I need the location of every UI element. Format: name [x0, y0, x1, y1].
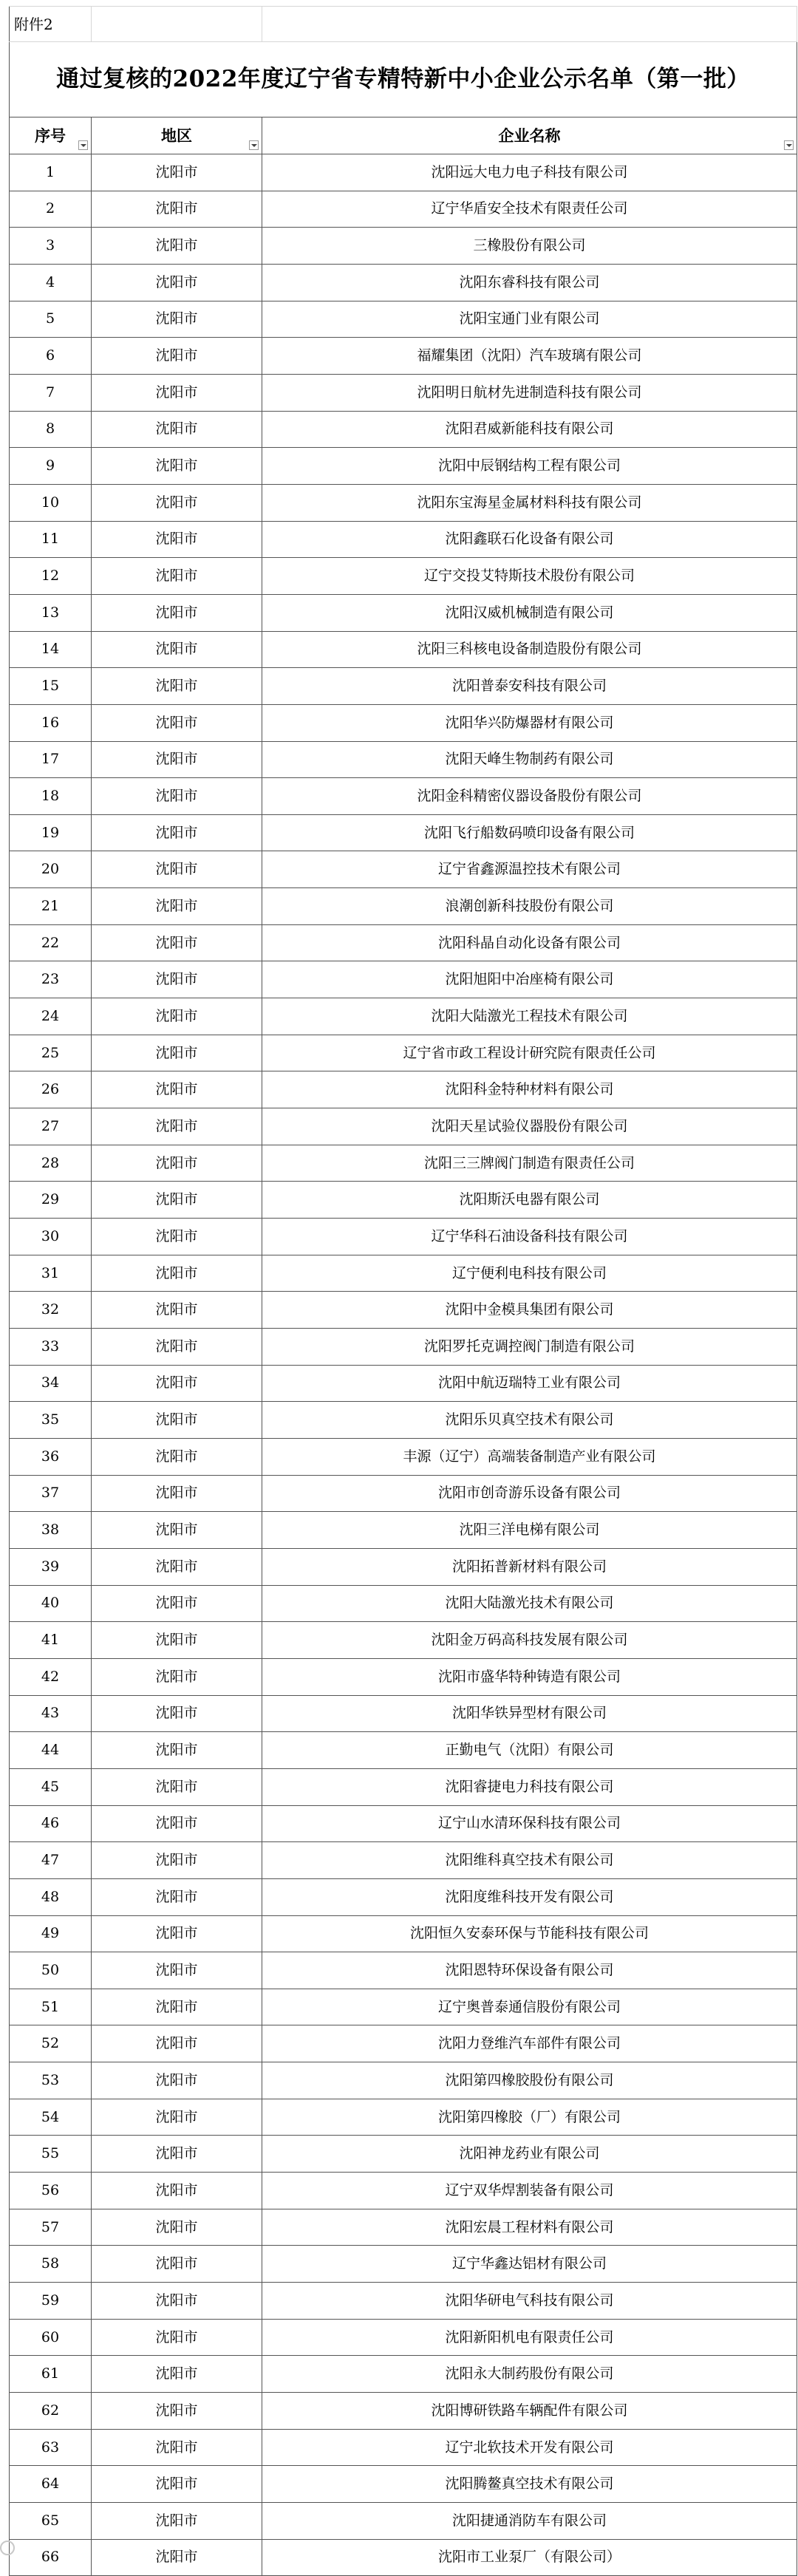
cell-region: 沈阳市: [92, 1145, 262, 1182]
company-list-table: [9, 6, 797, 2576]
cell-region: 沈阳市: [92, 814, 262, 851]
watermark: [0, 2541, 103, 2560]
cell-company-name: 沈阳中辰钢结构工程有限公司: [262, 448, 797, 485]
cell-region: 沈阳市: [92, 1878, 262, 1915]
cell-region: 沈阳市: [92, 961, 262, 998]
cell-region: 沈阳市: [92, 668, 262, 705]
cell-no: 38: [10, 1512, 92, 1549]
cell-region: 沈阳市: [92, 2466, 262, 2503]
cell-company-name: 沈阳大陆激光工程技术有限公司: [262, 998, 797, 1035]
cell-region: 沈阳市: [92, 1842, 262, 1879]
filter-dropdown-icon[interactable]: [784, 140, 794, 150]
cell-region: 沈阳市: [92, 1292, 262, 1329]
table-row: [10, 1989, 797, 2025]
cell-no: 55: [10, 2136, 92, 2173]
table-row: [10, 558, 797, 595]
table-row: [10, 2136, 797, 2173]
cell-no: 21: [10, 888, 92, 925]
cell-region: 沈阳市: [92, 1182, 262, 1219]
cell-region: 沈阳市: [92, 2539, 262, 2576]
cell-no: 43: [10, 1695, 92, 1732]
cell-no: 3: [10, 228, 92, 265]
cell-company-name: 沈阳市盛华特种铸造有限公司: [262, 1658, 797, 1695]
table-row: [10, 1952, 797, 1989]
cell-no: 12: [10, 558, 92, 595]
cell-no: 57: [10, 2209, 92, 2246]
cell-no: 34: [10, 1365, 92, 1402]
cell-region: 沈阳市: [92, 338, 262, 375]
table-row: [10, 448, 797, 485]
table-row: [10, 2429, 797, 2466]
table-row: [10, 154, 797, 191]
table-row: [10, 1035, 797, 1071]
cell-company-name: 辽宁省市政工程设计研究院有限责任公司: [262, 1035, 797, 1071]
cell-no: 11: [10, 521, 92, 558]
cell-company-name: 沈阳新阳机电有限责任公司: [262, 2319, 797, 2356]
cell-no: 54: [10, 2099, 92, 2136]
cell-region: 沈阳市: [92, 2319, 262, 2356]
cell-region: 沈阳市: [92, 594, 262, 631]
annex-row: [10, 7, 797, 42]
cell-no: 46: [10, 1805, 92, 1842]
cell-no: 64: [10, 2466, 92, 2503]
cell-no: 42: [10, 1658, 92, 1695]
table-row: [10, 1365, 797, 1402]
table-row: [10, 1329, 797, 1366]
cell-no: 13: [10, 594, 92, 631]
cell-no: 39: [10, 1548, 92, 1585]
empty-cell: [92, 7, 262, 42]
cell-no: 16: [10, 704, 92, 741]
cell-region: 沈阳市: [92, 998, 262, 1035]
cell-region: 沈阳市: [92, 264, 262, 301]
header-name: [262, 117, 797, 154]
empty-cell: [262, 7, 797, 42]
table-row: [10, 1071, 797, 1108]
cell-company-name: 正勤电气（沈阳）有限公司: [262, 1732, 797, 1769]
cell-no: 31: [10, 1255, 92, 1292]
cell-no: 17: [10, 741, 92, 778]
cell-region: 沈阳市: [92, 1329, 262, 1366]
table-row: [10, 2319, 797, 2356]
table-row: [10, 998, 797, 1035]
cell-company-name: 沈阳东宝海星金属材料科技有限公司: [262, 484, 797, 521]
table-row: [10, 1878, 797, 1915]
table-row: [10, 2209, 797, 2246]
cell-no: 37: [10, 1475, 92, 1512]
cell-company-name: 辽宁山水清环保科技有限公司: [262, 1805, 797, 1842]
table-row: [10, 2025, 797, 2062]
cell-region: 沈阳市: [92, 1365, 262, 1402]
cell-region: 沈阳市: [92, 2393, 262, 2430]
table-row: [10, 1108, 797, 1145]
cell-no: 18: [10, 778, 92, 815]
cell-no: 15: [10, 668, 92, 705]
cell-region: 沈阳市: [92, 741, 262, 778]
table-row: [10, 228, 797, 265]
cell-company-name: 沈阳恩特环保设备有限公司: [262, 1952, 797, 1989]
cell-company-name: 沈阳金科精密仪器设备股份有限公司: [262, 778, 797, 815]
table-row: [10, 484, 797, 521]
cell-company-name: 沈阳维科真空技术有限公司: [262, 1842, 797, 1879]
cell-company-name: 福耀集团（沈阳）汽车玻璃有限公司: [262, 338, 797, 375]
cell-region: 沈阳市: [92, 1438, 262, 1475]
cell-company-name: 沈阳飞行船数码喷印设备有限公司: [262, 814, 797, 851]
table-row: [10, 1622, 797, 1659]
table-row: [10, 1695, 797, 1732]
cell-region: 沈阳市: [92, 1915, 262, 1952]
table-row: [10, 374, 797, 411]
header-region: [92, 117, 262, 154]
cell-company-name: 沈阳天峰生物制药有限公司: [262, 741, 797, 778]
cell-no: 32: [10, 1292, 92, 1329]
table-row: [10, 594, 797, 631]
cell-region: 沈阳市: [92, 631, 262, 668]
cell-no: 58: [10, 2246, 92, 2283]
cell-region: 沈阳市: [92, 924, 262, 961]
cell-company-name: 沈阳斯沃电器有限公司: [262, 1182, 797, 1219]
table-row: [10, 668, 797, 705]
cell-region: 沈阳市: [92, 1732, 262, 1769]
cell-region: 沈阳市: [92, 374, 262, 411]
table-row: [10, 1842, 797, 1879]
cell-no: 65: [10, 2503, 92, 2540]
table-row: [10, 778, 797, 815]
table-row: [10, 1732, 797, 1769]
table-row: [10, 1145, 797, 1182]
cell-company-name: 沈阳第四橡胶（厂）有限公司: [262, 2099, 797, 2136]
cell-no: 44: [10, 1732, 92, 1769]
table-row: [10, 1475, 797, 1512]
cell-company-name: 沈阳第四橡胶股份有限公司: [262, 2062, 797, 2099]
cell-no: 59: [10, 2283, 92, 2320]
table-row: [10, 411, 797, 448]
table-row: [10, 521, 797, 558]
cell-no: 63: [10, 2429, 92, 2466]
filter-dropdown-icon[interactable]: [78, 140, 88, 150]
cell-region: 沈阳市: [92, 1071, 262, 1108]
cell-no: 62: [10, 2393, 92, 2430]
table-row: [10, 1182, 797, 1219]
cell-region: 沈阳市: [92, 1952, 262, 1989]
table-row: [10, 1585, 797, 1622]
cell-company-name: 沈阳远大电力电子科技有限公司: [262, 154, 797, 191]
cell-region: 沈阳市: [92, 2429, 262, 2466]
table-row: [10, 814, 797, 851]
table-row: [10, 924, 797, 961]
header-name-label: 企业名称: [498, 126, 561, 145]
cell-region: 沈阳市: [92, 1219, 262, 1255]
cell-region: 沈阳市: [92, 191, 262, 228]
cell-no: 48: [10, 1878, 92, 1915]
table-row: [10, 704, 797, 741]
cell-company-name: 沈阳旭阳中冶座椅有限公司: [262, 961, 797, 998]
cell-company-name: 沈阳科金特种材料有限公司: [262, 1071, 797, 1108]
cell-region: 沈阳市: [92, 558, 262, 595]
cell-company-name: 沈阳金万码高科技发展有限公司: [262, 1622, 797, 1659]
table-row: [10, 741, 797, 778]
table-row: [10, 888, 797, 925]
cell-no: 56: [10, 2173, 92, 2209]
annex-label: 附件2: [10, 7, 92, 42]
cell-company-name: 沈阳三洋电梯有限公司: [262, 1512, 797, 1549]
cell-company-name: 丰源（辽宁）高端装备制造产业有限公司: [262, 1438, 797, 1475]
cell-no: 45: [10, 1768, 92, 1805]
cell-no: 36: [10, 1438, 92, 1475]
cell-company-name: 沈阳三科核电设备制造股份有限公司: [262, 631, 797, 668]
table-row: [10, 1512, 797, 1549]
cell-company-name: 三橡股份有限公司: [262, 228, 797, 265]
cell-company-name: 沈阳天星试验仪器股份有限公司: [262, 1108, 797, 1145]
cell-region: 沈阳市: [92, 448, 262, 485]
cell-region: 沈阳市: [92, 1512, 262, 1549]
cell-no: 51: [10, 1989, 92, 2025]
table-row: [10, 338, 797, 375]
cell-company-name: 沈阳宝通门业有限公司: [262, 301, 797, 338]
cell-region: 沈阳市: [92, 2136, 262, 2173]
cell-no: 30: [10, 1219, 92, 1255]
cell-no: 53: [10, 2062, 92, 2099]
cell-region: 沈阳市: [92, 2173, 262, 2209]
table-row: [10, 851, 797, 888]
cell-company-name: 沈阳市工业泵厂（有限公司）: [262, 2539, 797, 2576]
cell-region: 沈阳市: [92, 154, 262, 191]
table-row: [10, 2539, 797, 2576]
cell-company-name: 沈阳恒久安泰环保与节能科技有限公司: [262, 1915, 797, 1952]
table-row: [10, 2099, 797, 2136]
cell-region: 沈阳市: [92, 2283, 262, 2320]
cell-region: 沈阳市: [92, 1695, 262, 1732]
header-no: [10, 117, 92, 154]
table-row: [10, 1438, 797, 1475]
cell-company-name: 沈阳明日航材先进制造科技有限公司: [262, 374, 797, 411]
cell-no: 26: [10, 1071, 92, 1108]
table-row: [10, 1805, 797, 1842]
cell-company-name: 辽宁华科石油设备科技有限公司: [262, 1219, 797, 1255]
table-row: [10, 2356, 797, 2393]
table-row: [10, 301, 797, 338]
cell-company-name: 辽宁北软技术开发有限公司: [262, 2429, 797, 2466]
cell-no: 27: [10, 1108, 92, 1145]
cell-no: 40: [10, 1585, 92, 1622]
cell-company-name: 辽宁华鑫达铝材有限公司: [262, 2246, 797, 2283]
cell-region: 沈阳市: [92, 1658, 262, 1695]
table-row: [10, 2246, 797, 2283]
cell-company-name: 辽宁华盾安全技术有限责任公司: [262, 191, 797, 228]
cell-region: 沈阳市: [92, 2356, 262, 2393]
cell-region: 沈阳市: [92, 1989, 262, 2025]
cell-no: 25: [10, 1035, 92, 1071]
cell-no: 23: [10, 961, 92, 998]
cell-region: 沈阳市: [92, 301, 262, 338]
cell-company-name: 沈阳大陆激光技术有限公司: [262, 1585, 797, 1622]
cell-no: 61: [10, 2356, 92, 2393]
cell-region: 沈阳市: [92, 778, 262, 815]
cell-region: 沈阳市: [92, 1805, 262, 1842]
cell-company-name: 沈阳腾鳌真空技术有限公司: [262, 2466, 797, 2503]
cell-region: 沈阳市: [92, 1768, 262, 1805]
cell-region: 沈阳市: [92, 228, 262, 265]
watermark-logo-icon: [0, 2541, 15, 2555]
cell-no: 5: [10, 301, 92, 338]
cell-company-name: 辽宁便利电科技有限公司: [262, 1255, 797, 1292]
cell-no: 29: [10, 1182, 92, 1219]
cell-company-name: 辽宁交投艾特斯技术股份有限公司: [262, 558, 797, 595]
document-title: 通过复核的2022年度辽宁省专精特新中小企业公示名单（第一批）: [10, 42, 797, 117]
cell-no: 35: [10, 1402, 92, 1439]
cell-region: 沈阳市: [92, 1622, 262, 1659]
cell-no: 49: [10, 1915, 92, 1952]
cell-no: 50: [10, 1952, 92, 1989]
cell-no: 1: [10, 154, 92, 191]
cell-company-name: 沈阳普泰安科技有限公司: [262, 668, 797, 705]
table-row: [10, 2466, 797, 2503]
cell-no: 14: [10, 631, 92, 668]
cell-region: 沈阳市: [92, 1585, 262, 1622]
cell-company-name: 沈阳宏晨工程材料有限公司: [262, 2209, 797, 2246]
cell-company-name: 沈阳华铁异型材有限公司: [262, 1695, 797, 1732]
table-row: [10, 1915, 797, 1952]
cell-no: 47: [10, 1842, 92, 1879]
cell-company-name: 沈阳市创奇游乐设备有限公司: [262, 1475, 797, 1512]
cell-region: 沈阳市: [92, 2099, 262, 2136]
cell-company-name: 沈阳睿捷电力科技有限公司: [262, 1768, 797, 1805]
cell-company-name: 沈阳永大制药股份有限公司: [262, 2356, 797, 2393]
cell-no: 20: [10, 851, 92, 888]
cell-company-name: 辽宁省鑫源温控技术有限公司: [262, 851, 797, 888]
cell-company-name: 沈阳乐贝真空技术有限公司: [262, 1402, 797, 1439]
table-row: [10, 1768, 797, 1805]
cell-company-name: 沈阳神龙药业有限公司: [262, 2136, 797, 2173]
cell-no: 2: [10, 191, 92, 228]
cell-company-name: 沈阳度维科技开发有限公司: [262, 1878, 797, 1915]
table-row: [10, 191, 797, 228]
table-row: [10, 1219, 797, 1255]
cell-region: 沈阳市: [92, 2503, 262, 2540]
filter-dropdown-icon[interactable]: [249, 140, 259, 150]
spreadsheet: [9, 6, 797, 2576]
table-row: [10, 1658, 797, 1695]
cell-company-name: 沈阳力登维汽车部件有限公司: [262, 2025, 797, 2062]
cell-company-name: 沈阳中航迈瑞特工业有限公司: [262, 1365, 797, 1402]
cell-company-name: 沈阳君威新能科技有限公司: [262, 411, 797, 448]
table-row: [10, 264, 797, 301]
cell-no: 41: [10, 1622, 92, 1659]
header-no-label: 序号: [35, 126, 66, 145]
table-row: [10, 1292, 797, 1329]
cell-company-name: 沈阳博研铁路车辆配件有限公司: [262, 2393, 797, 2430]
cell-region: 沈阳市: [92, 2209, 262, 2246]
cell-region: 沈阳市: [92, 851, 262, 888]
table-row: [10, 2062, 797, 2099]
table-row: [10, 1255, 797, 1292]
table-row: [10, 631, 797, 668]
cell-no: 66: [10, 2539, 92, 2576]
table-row: [10, 1548, 797, 1585]
table-row: [10, 2173, 797, 2209]
cell-company-name: 沈阳捷通消防车有限公司: [262, 2503, 797, 2540]
cell-company-name: 沈阳东睿科技有限公司: [262, 264, 797, 301]
header-row: [10, 117, 797, 154]
cell-region: 沈阳市: [92, 2246, 262, 2283]
cell-company-name: 沈阳鑫联石化设备有限公司: [262, 521, 797, 558]
cell-region: 沈阳市: [92, 1548, 262, 1585]
cell-no: 52: [10, 2025, 92, 2062]
cell-region: 沈阳市: [92, 484, 262, 521]
cell-company-name: 浪潮创新科技股份有限公司: [262, 888, 797, 925]
table-row: [10, 2503, 797, 2540]
cell-no: 19: [10, 814, 92, 851]
title-row: [10, 42, 797, 117]
cell-region: 沈阳市: [92, 1402, 262, 1439]
cell-region: 沈阳市: [92, 704, 262, 741]
cell-no: 4: [10, 264, 92, 301]
cell-company-name: 沈阳罗托克调控阀门制造有限公司: [262, 1329, 797, 1366]
cell-region: 沈阳市: [92, 1475, 262, 1512]
cell-company-name: 沈阳华研电气科技有限公司: [262, 2283, 797, 2320]
cell-region: 沈阳市: [92, 888, 262, 925]
cell-no: 22: [10, 924, 92, 961]
table-row: [10, 2283, 797, 2320]
cell-no: 24: [10, 998, 92, 1035]
table-row: [10, 2393, 797, 2430]
table-row: [10, 961, 797, 998]
cell-no: 7: [10, 374, 92, 411]
cell-no: 60: [10, 2319, 92, 2356]
cell-region: 沈阳市: [92, 411, 262, 448]
cell-no: 8: [10, 411, 92, 448]
table-row: [10, 1402, 797, 1439]
cell-company-name: 沈阳中金模具集团有限公司: [262, 1292, 797, 1329]
cell-company-name: 沈阳华兴防爆器材有限公司: [262, 704, 797, 741]
cell-no: 33: [10, 1329, 92, 1366]
cell-company-name: 沈阳三三牌阀门制造有限责任公司: [262, 1145, 797, 1182]
cell-region: 沈阳市: [92, 2062, 262, 2099]
cell-region: 沈阳市: [92, 1035, 262, 1071]
cell-region: 沈阳市: [92, 1108, 262, 1145]
cell-company-name: 沈阳汉威机械制造有限公司: [262, 594, 797, 631]
cell-no: 9: [10, 448, 92, 485]
cell-region: 沈阳市: [92, 1255, 262, 1292]
cell-no: 28: [10, 1145, 92, 1182]
cell-company-name: 沈阳拓普新材料有限公司: [262, 1548, 797, 1585]
cell-no: 10: [10, 484, 92, 521]
cell-no: 6: [10, 338, 92, 375]
cell-company-name: 辽宁双华焊割装备有限公司: [262, 2173, 797, 2209]
cell-region: 沈阳市: [92, 521, 262, 558]
header-region-label: 地区: [161, 126, 192, 145]
cell-company-name: 辽宁奥普泰通信股份有限公司: [262, 1989, 797, 2025]
cell-company-name: 沈阳科晶自动化设备有限公司: [262, 924, 797, 961]
cell-region: 沈阳市: [92, 2025, 262, 2062]
